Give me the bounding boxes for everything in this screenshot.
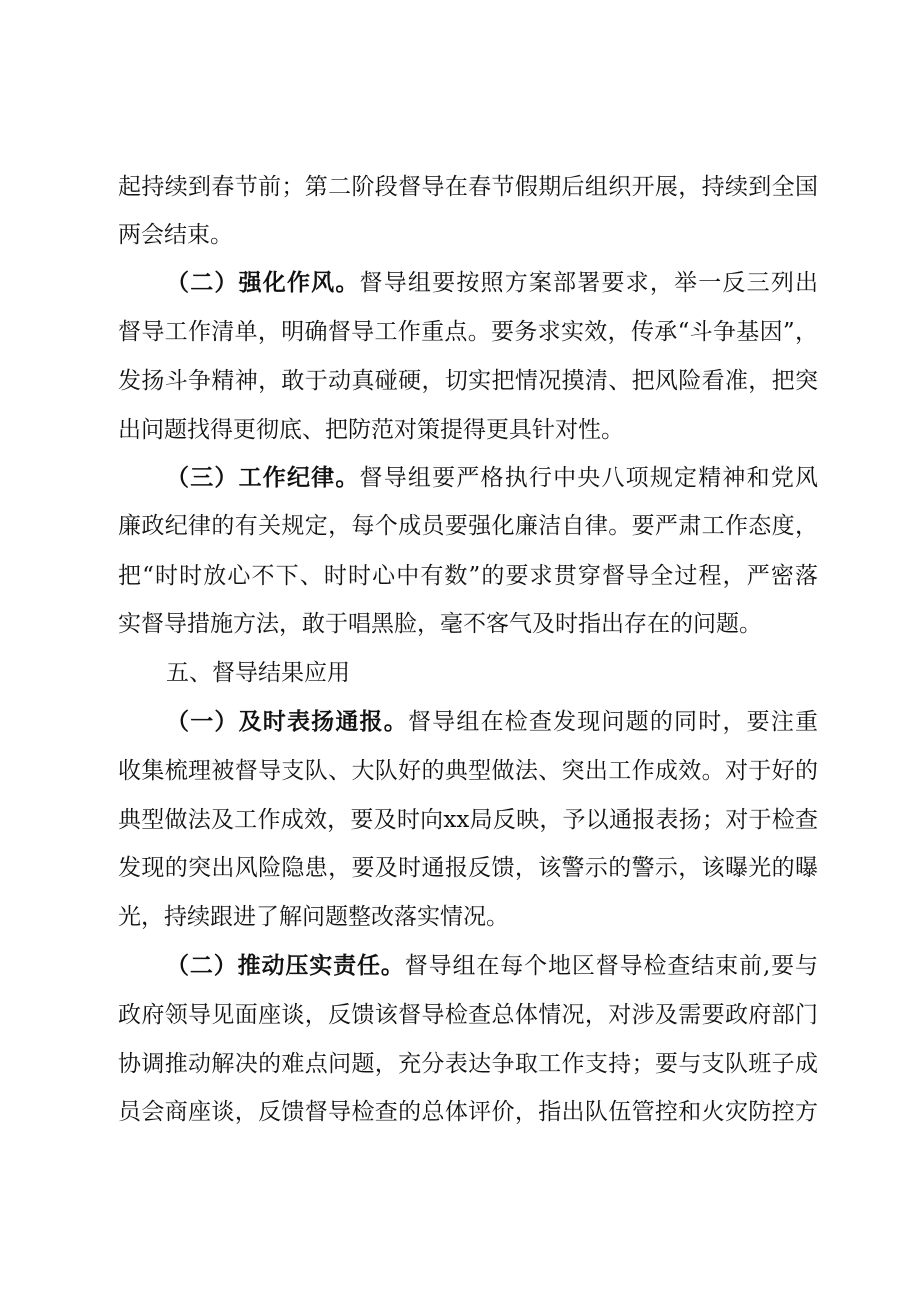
paragraph-heading: （三）工作纪律。 [166, 465, 360, 491]
paragraph-heading: （二）推动压实责任。 [166, 953, 405, 979]
paragraph-line: 员会商座谈，反馈督导检查的总体评价，指出队伍管控和火灾防控方 [118, 1099, 818, 1125]
paragraph-text: 督导组要按照方案部署要求，举一反三列出 [359, 270, 819, 296]
paragraph-line: 发扬斗争精神，敢于动真碰硬，切实把情况摸清、把风险看准，把突 [118, 368, 818, 394]
paragraph-line: 两会结束。 [118, 222, 233, 248]
paragraph-line: 督导工作清单，明确督导工作重点。要务求实效，传承“斗争基因”， [118, 319, 818, 345]
paragraph-line: 典型做法及工作成效，要及时向xx局反映，予以通报表扬；对于检查 [118, 807, 818, 833]
paragraph-line: 起持续到春节前；第二阶段督导在春节假期后组织开展，持续到全国 [118, 174, 818, 200]
paragraph-line: 实督导措施方法，敢于唱黑脸，毫不客气及时指出存在的问题。 [118, 611, 762, 637]
paragraph-heading: （一）及时表扬通报。 [166, 709, 408, 735]
paragraph-line [166, 951, 818, 981]
paragraph-line: 收集梳理被督导支队、大队好的典型做法、突出工作成效。对于好的 [118, 758, 818, 784]
paragraph-text: 督导组要严格执行中央八项规定精神和党风 [359, 465, 819, 491]
paragraph-line [166, 463, 818, 493]
paragraph-line [166, 707, 818, 737]
paragraph-line: 发现的突出风险隐患，要及时通报反馈，该警示的警示，该曝光的曝 [118, 855, 818, 881]
paragraph-line: 把“时时放心不下、时时心中有数”的要求贯穿督导全过程，严密落 [118, 563, 818, 589]
paragraph-line: 光，持续跟进了解问题整改落实情况。 [118, 904, 509, 930]
paragraph-heading: （二）强化作风。 [166, 270, 360, 296]
section-heading: 五、督导结果应用 [166, 660, 350, 686]
paragraph-text: 督导组在每个地区督导检查结束前,要与 [404, 953, 819, 979]
paragraph-line: 廉政纪律的有关规定，每个成员要强化廉洁自律。要严肃工作态度， [118, 513, 818, 539]
paragraph-text: 督导组在检查发现问题的同时，要注重 [407, 709, 819, 735]
paragraph-line [166, 268, 818, 298]
paragraph-line: 出问题找得更彻底、把防范对策提得更具针对性。 [118, 417, 624, 443]
paragraph-line: 协调推动解决的难点问题，充分表达争取工作支持；要与支队班子成 [118, 1051, 818, 1077]
paragraph-line: 政府领导见面座谈，反馈该督导检查总体情况，对涉及需要政府部门 [118, 1002, 818, 1028]
